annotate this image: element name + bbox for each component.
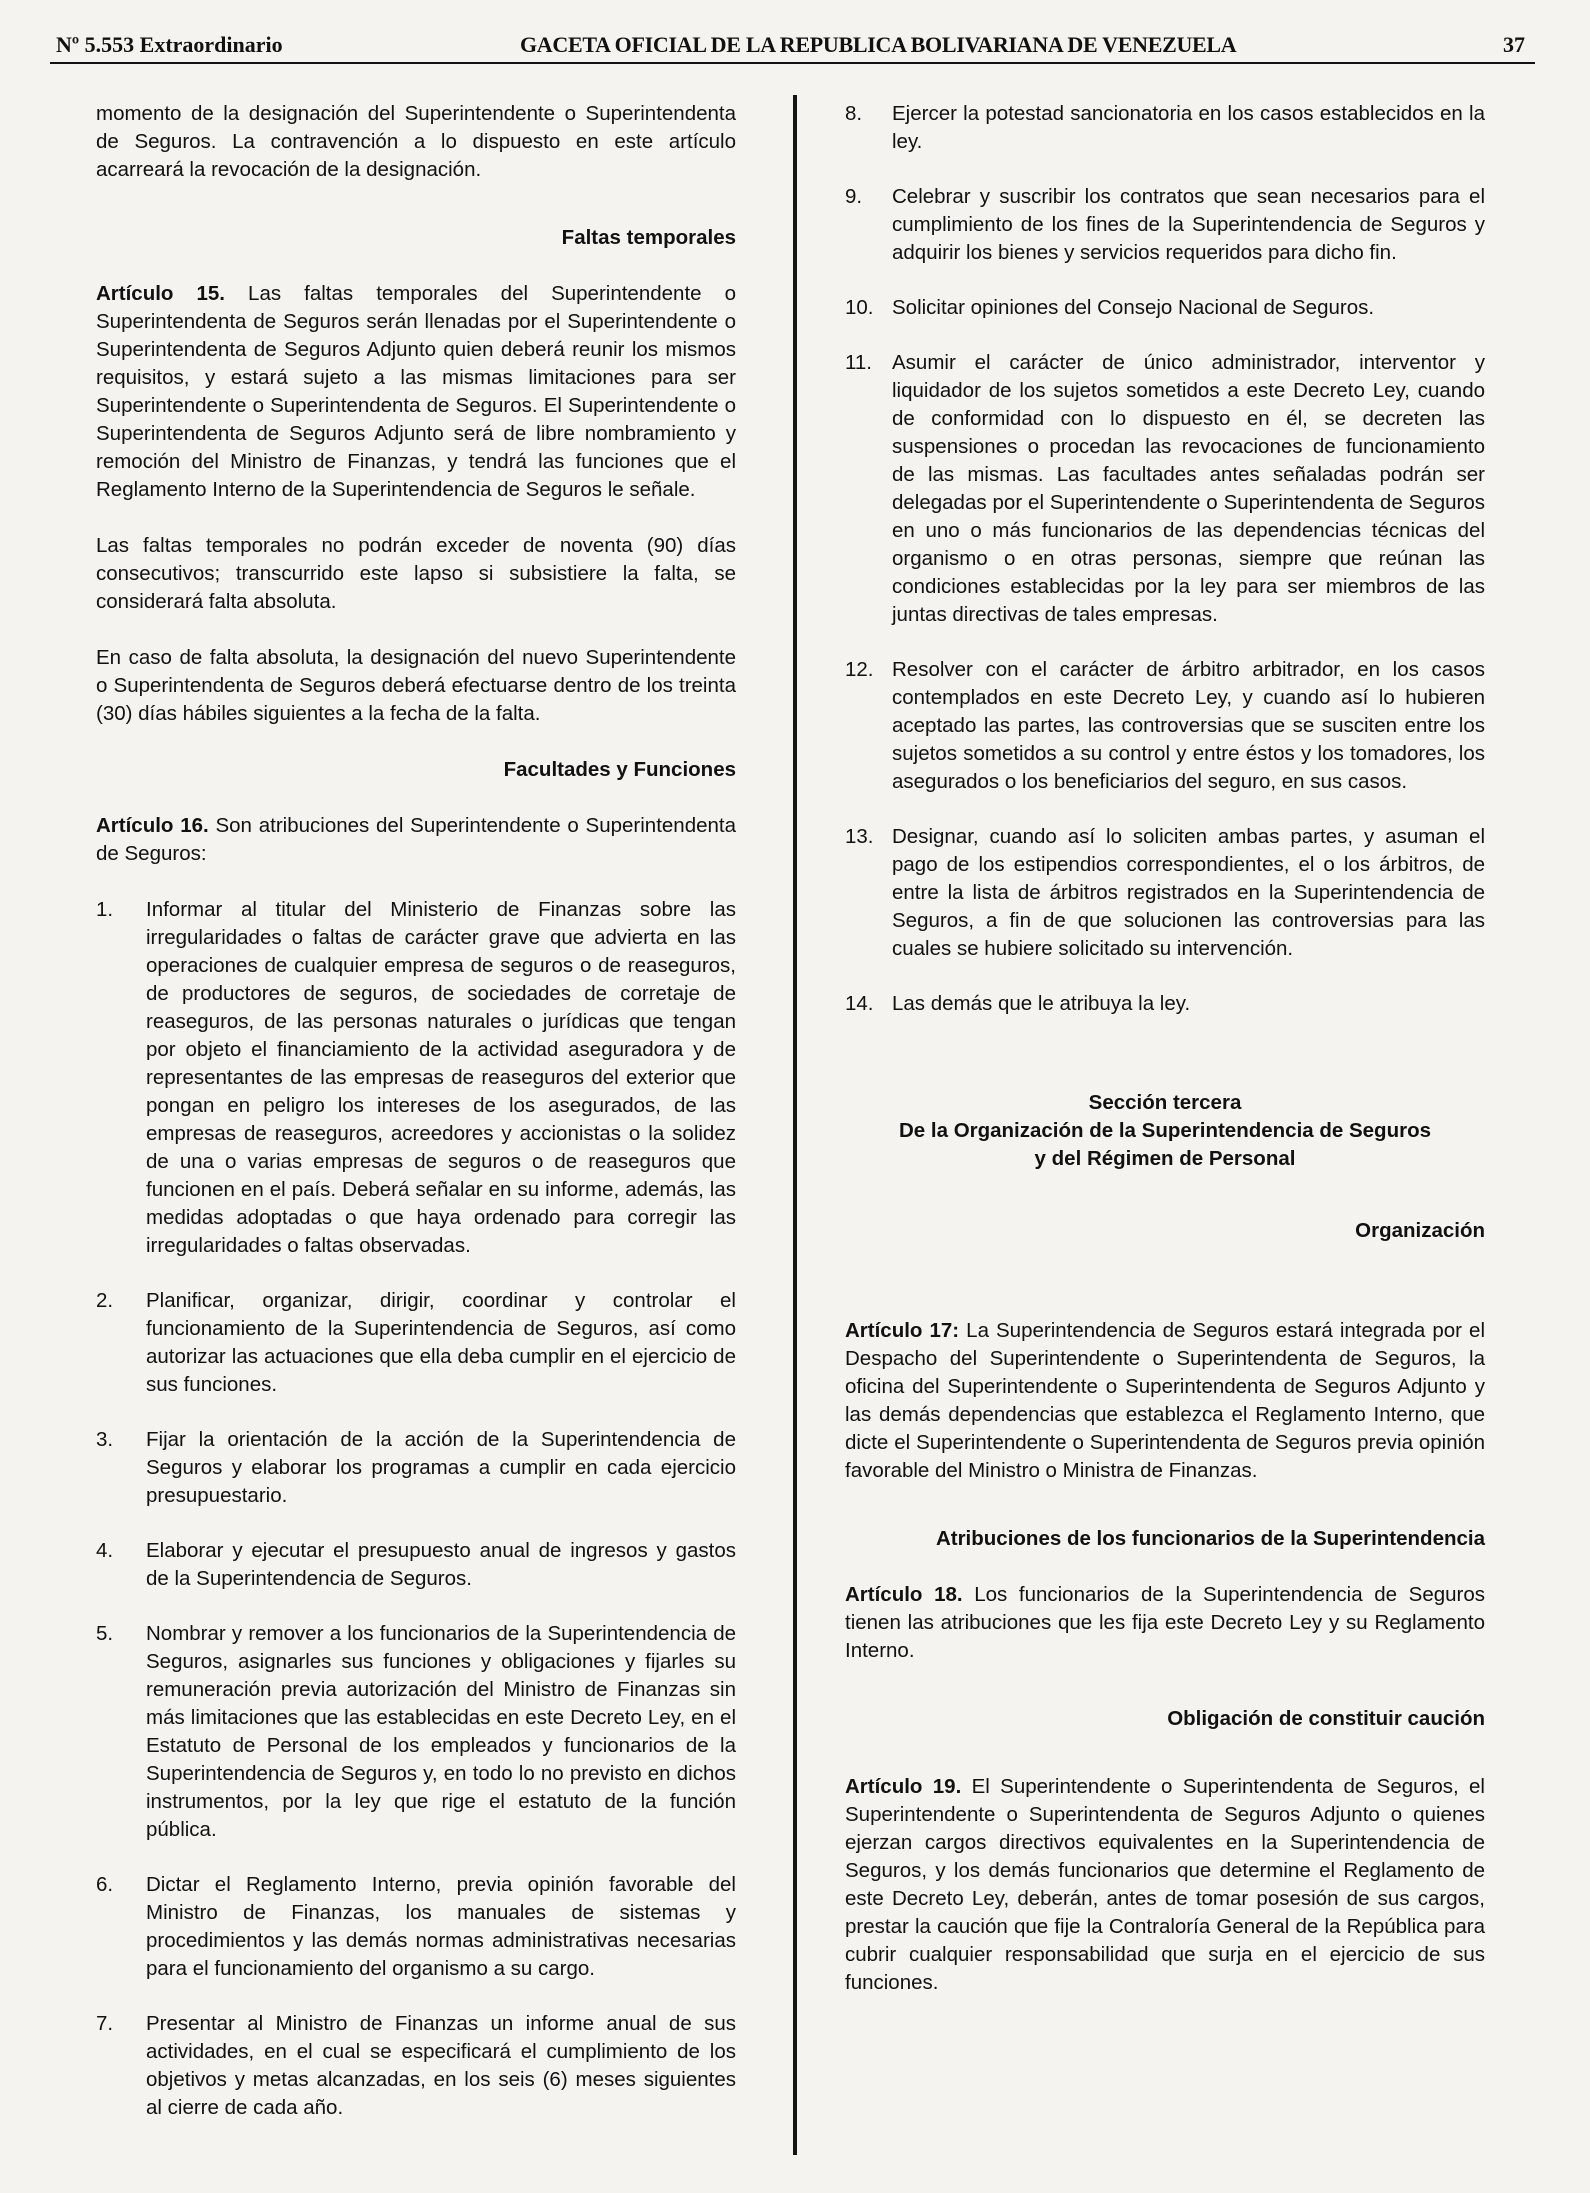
article-16-text: Son atribuciones del Superintendente o Superintendenta de Seguros: (96, 814, 737, 865)
list-item-number: 8. (845, 102, 863, 125)
article-19-label: Artículo 19. (845, 1775, 962, 1798)
list-item-number: 13. (845, 825, 874, 848)
list-item-number: 4. (96, 1539, 114, 1562)
list-item-number: 14. (845, 992, 874, 1015)
attributions-list-right (845, 100, 1485, 1018)
list-item-text: Dictar el Reglamento Interno, previa opinión favorable del Ministro de Finanzas, los manuales de sistemas y procedimientos y las demás normas administrativas necesarias para el funcionamiento del organismo a su cargo. (146, 1873, 736, 1980)
list-item (96, 1287, 736, 1399)
list-item-text: Designar, cuando así lo soliciten ambas partes, y asuman el pago de los estipendios correspondientes, el o los árbitros, de entre la lista de árbitros registrados en la Superintendencia de Seguros, a fin de que solucionen las controversias para las cuales se hubiere solicitado su intervención. (892, 825, 1485, 960)
list-item-text: Fijar la orientación de la acción de la Superintendencia de Seguros y elaborar los programas a cumplir en cada ejercicio presupuestario. (146, 1428, 736, 1507)
column-divider (793, 95, 797, 2155)
article-17-text: La Superintendencia de Seguros estará integrada por el Despacho del Superintendente o Superintendenta de Seguros, la oficina del Superintendente o Superintendenta de Seguros Adjunto y las demás dependencias que establezca el Reglamento Interno, que dicte el Superintendente o Superintendenta de Seguros previa opinión favorable del Ministro o Ministra de Finanzas. (845, 1319, 1485, 1482)
heading-organizacion: Organización (1355, 1219, 1485, 1242)
list-item-number: 11. (845, 351, 872, 374)
list-item-text: Ejercer la potestad sancionatoria en los casos establecidos en la ley. (892, 102, 1485, 153)
article-19 (845, 1773, 1485, 1997)
section-subtitle-line-1: De la Organización de la Superintendencia de Seguros (899, 1119, 1431, 1142)
list-item-number: 9. (845, 185, 863, 208)
heading-atribuciones-funcionarios: Atribuciones de los funcionarios de la Superintendencia (935, 1527, 1485, 1550)
list-item-number: 6. (96, 1873, 114, 1896)
paragraph-falta-absoluta: En caso de falta absoluta, la designación del nuevo Superintendente o Superintendenta de Seguros deberá efectuarse dentro de los treinta (30) días hábiles siguientes a la fecha de la falta. (96, 646, 736, 725)
article-18-text: Los funcionarios de la Superintendencia de Seguros tienen las atribuciones que les fija este Decreto Ley y su Reglamento Interno. (845, 1583, 1485, 1662)
attributions-list-left (96, 896, 736, 2122)
list-item (845, 823, 1485, 963)
section-subtitle-line-2: y del Régimen de Personal (1034, 1147, 1296, 1170)
list-item (96, 1871, 736, 1983)
list-item (845, 990, 1485, 1018)
issue-number: Nº 5.553 Extraordinario (56, 32, 283, 57)
list-item (96, 2010, 736, 2122)
list-item-number: 10. (845, 296, 874, 319)
gazette-title: GACETA OFICIAL DE LA REPUBLICA BOLIVARIANA DE VENEZUELA (520, 32, 1237, 57)
list-item-number: 2. (96, 1289, 114, 1312)
list-item (845, 183, 1485, 267)
list-item-number: 7. (96, 2012, 114, 2035)
article-17-label: Artículo 17: (845, 1319, 960, 1342)
article-15-label: Artículo 15. (96, 282, 225, 305)
heading-facultades-funciones: Facultades y Funciones (503, 758, 736, 781)
list-item-text: Solicitar opiniones del Consejo Nacional de Seguros. (892, 296, 1375, 319)
article-15 (96, 280, 736, 504)
list-item-number: 3. (96, 1428, 114, 1451)
heading-faltas-temporales: Faltas temporales (561, 226, 736, 249)
list-item (96, 1426, 736, 1510)
intro-paragraph: momento de la designación del Superintendente o Superintendenta de Seguros. La contravención a lo dispuesto en este artículo acarreará la revocación de la designación. (96, 102, 736, 181)
list-item-text: Informar al titular del Ministerio de Finanzas sobre las irregularidades o faltas de carácter grave que advierta en las operaciones de cualquier empresa de seguros o de reaseguros, de productores de seguros, de sociedades de corretaje de reaseguros, de las personas naturales o jurídicas que tengan por objeto el financiamiento de la actividad aseguradora y de representantes de las empresas de reaseguros del exterior que pongan en peligro los intereses de los asegurados, de las empresas de reaseguros, acreedores y accionistas o la solidez de una o varias empresas de seguros o de reaseguros que funcionen en el país. Deberá señalar en su informe, además, las medidas adoptadas o que haya ordenado para corregir las irregularidades o faltas observadas. (146, 898, 736, 1257)
list-item-text: Resolver con el carácter de árbitro arbitrador, en los casos contemplados en este Decreto Ley, y cuando así lo hubieren aceptado las partes, las controversias que se susciten entre los sujetos sometidos a su control y entre éstos y los tomadores, los asegurados o los beneficiarios del seguro, en sus casos. (892, 658, 1485, 793)
list-item (96, 1620, 736, 1844)
page-header (50, 24, 1535, 64)
article-16 (96, 812, 736, 868)
list-item-number: 12. (845, 658, 874, 681)
list-item-number: 1. (96, 898, 114, 921)
page-number: 37 (1503, 32, 1525, 57)
article-16-label: Artículo 16. (96, 814, 209, 837)
list-item (845, 100, 1485, 156)
list-item-text: Nombrar y remover a los funcionarios de la Superintendencia de Seguros, asignarles sus funciones y obligaciones y fijarles su remuneración previa autorización del Ministro de Finanzas sin más limitaciones que las establecidas en este Decreto Ley, en el Estatuto de Personal de los empleados y funcionarios de la Superintendencia de Seguros y, en todo lo no previsto en dichos instrumentos, por la ley que rige el estatuto de la función pública. (146, 1622, 736, 1841)
list-item (96, 896, 736, 1260)
list-item-text: Presentar al Ministro de Finanzas un informe anual de sus actividades, en el cual se especificará el cumplimiento de los objetivos y metas alcanzadas, en los seis (6) meses siguientes al cierre de cada año. (146, 2012, 736, 2119)
article-18-label: Artículo 18. (845, 1583, 963, 1606)
list-item-text: Elaborar y ejecutar el presupuesto anual de ingresos y gastos de la Superintendencia de Seguros. (146, 1539, 736, 1590)
paragraph-noventa-dias: Las faltas temporales no podrán exceder de noventa (90) días consecutivos; transcurrido este lapso si subsistiere la falta, se considerará falta absoluta. (96, 534, 736, 613)
list-item (845, 656, 1485, 796)
article-15-text: Las faltas temporales del Superintendente o Superintendenta de Seguros serán llenadas por el Superintendente o Superintendenta de Seguros Adjunto quien deberá reunir los mismos requisitos, y estará sujeto a las mismas limitaciones para ser Superintendente o Superintendenta de Seguros. El Superintendente o Superintendenta de Seguros Adjunto será de libre nombramiento y remoción del Ministro de Finanzas, y tendrá las funciones que el Reglamento Interno de la Superintendencia de Seguros le señale. (96, 282, 736, 501)
list-item-text: Celebrar y suscribir los contratos que sean necesarios para el cumplimiento de los fines de la Superintendencia de Seguros y adquirir los bienes y servicios requeridos para dicho fin. (892, 185, 1485, 264)
list-item (845, 349, 1485, 629)
list-item-text: Planificar, organizar, dirigir, coordinar y controlar el funcionamiento de la Superintendencia de Seguros, así como autorizar las actuaciones que ella deba cumplir en el ejercicio de sus funciones. (146, 1289, 736, 1396)
list-item-text: Las demás que le atribuya la ley. (892, 992, 1191, 1015)
left-column (96, 100, 736, 2149)
heading-caucion: Obligación de constituir caución (1167, 1707, 1485, 1730)
list-item (845, 294, 1485, 322)
article-19-text: El Superintendente o Superintendenta de Seguros, el Superintendente o Superintendenta de Seguros Adjunto o quienes ejerzan cargos directivos equivalentes en la Superintendencia de Seguros, y los demás funcionarios que determine el Reglamento de este Decreto Ley, deberán, antes de tomar posesión de sus cargos, prestar la caución que fije la Contraloría General de la República para cubrir cualquier responsabilidad que surja en el ejercicio de sus funciones. (845, 1775, 1485, 1994)
list-item-number: 5. (96, 1622, 114, 1645)
section-title: Sección tercera (1088, 1091, 1242, 1114)
list-item (96, 1537, 736, 1593)
list-item-text: Asumir el carácter de único administrador, interventor y liquidador de los sujetos sometidos a este Decreto Ley, cuando de conformidad con lo dispuesto en él, se decreten las suspensiones o procedan las revocaciones de funcionamiento de las mismas. Las facultades antes señaladas podrán ser delegadas por el Superintendente o Superintendenta de Seguros en uno o más funcionarios de las dependencias técnicas del organismo o en otras personas, siempre que reúnan las condiciones establecidas por la ley para ser miembros de las juntas directivas de tales empresas. (892, 351, 1485, 626)
right-column (845, 100, 1485, 2025)
article-17 (845, 1317, 1485, 1485)
article-18 (845, 1581, 1485, 1665)
